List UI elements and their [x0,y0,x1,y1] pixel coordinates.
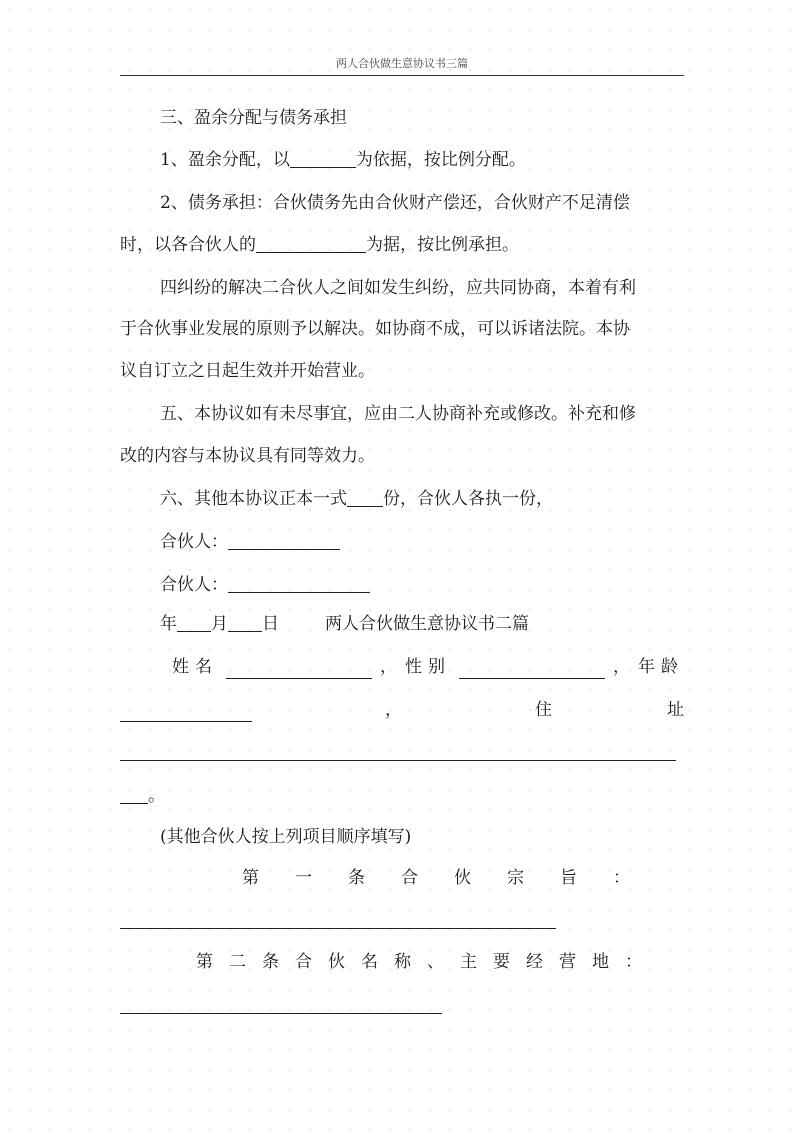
article-1-blank-rule [120,928,556,929]
article-2-text: 第二条合伙名称、主要经营地： [196,952,658,972]
item2-suffix: 为据，按比例承担。 [366,235,519,255]
section-3-item-2-line-1: 2、债务承担：合伙债务先由合伙财产偿还，合伙财产不足清偿 [160,193,630,213]
year-label: 年 [160,614,177,634]
section-3-item-1 [120,148,684,172]
header-divider [120,75,684,76]
gender-label: 性别 [405,657,451,677]
section-3-item-2-line-2 [120,233,684,257]
section-5-line-1: 五、本协议如有未尽事宜，应由二人协商补充或修改。补充和修 [160,404,636,424]
article-2-heading [120,950,684,974]
section-4-line-1: 四纠纷的解决二合伙人之间如发生纠纷，应共同协商，本着有利 [160,278,636,298]
fill-in-note: (其他合伙人按上列项目顺序填写) [160,827,412,847]
item2-prefix: 时，以各合伙人的 [120,235,256,255]
section-3-heading: 三、盈余分配与债务承担 [160,108,347,128]
article-2-blank-rule [120,1013,442,1014]
address-end-blank [120,785,148,804]
partner-1-signature [120,530,684,554]
article-1-heading [120,866,684,890]
copies-count-blank [347,488,383,507]
gender-blank [459,660,605,679]
name-label: 姓名 [172,657,218,677]
section-5-line-2: 改的内容与本协议具有同等效力。 [120,446,375,466]
month-label: 月 [211,614,228,634]
section-6-prefix: 六、其他本协议正本一式 [160,489,347,509]
age-blank [120,703,252,722]
partner-2-blank [228,574,370,593]
month-blank [177,613,211,632]
item1-suffix: 为依据，按比例分配。 [355,150,526,170]
name-blank [226,660,372,679]
date-line [120,612,684,636]
comma-1: ， [380,657,397,677]
debt-basis-blank [256,234,366,253]
day-blank [228,613,262,632]
partner-2-label: 合伙人： [160,575,228,595]
second-agreement-title: 两人合伙做生意协议书二篇 [325,614,529,634]
section-6-suffix: 份，合伙人各执一份， [383,489,553,509]
day-label: 日 [262,614,279,634]
partner-2-signature [120,573,684,597]
end-mark: 。 [148,786,165,806]
age-label: 年龄 [638,657,684,677]
article-1-text: 第一条合伙宗旨： [242,868,666,888]
partner-1-blank [228,531,340,550]
address-end-line [120,784,684,808]
comma-3: ， [385,700,402,720]
partner-1-label: 合伙人： [160,532,228,552]
address-blank-rule [120,760,676,761]
page-header-title: 两人合伙做生意协议书三篇 [336,57,468,70]
comma-2: ， [613,657,630,677]
section-4-line-2: 于合伙事业发展的原则予以解决。如协商不成，可以诉诸法院。本协 [120,319,630,339]
item1-prefix: 1、盈余分配，以 [160,150,290,170]
personal-info-line [120,655,684,679]
address-label: 住址 [535,700,799,720]
section-6-line [120,487,684,511]
profit-basis-blank [290,149,356,168]
section-4-line-3: 议自订立之日起生效并开始营业。 [120,361,375,381]
address-line [120,698,799,722]
